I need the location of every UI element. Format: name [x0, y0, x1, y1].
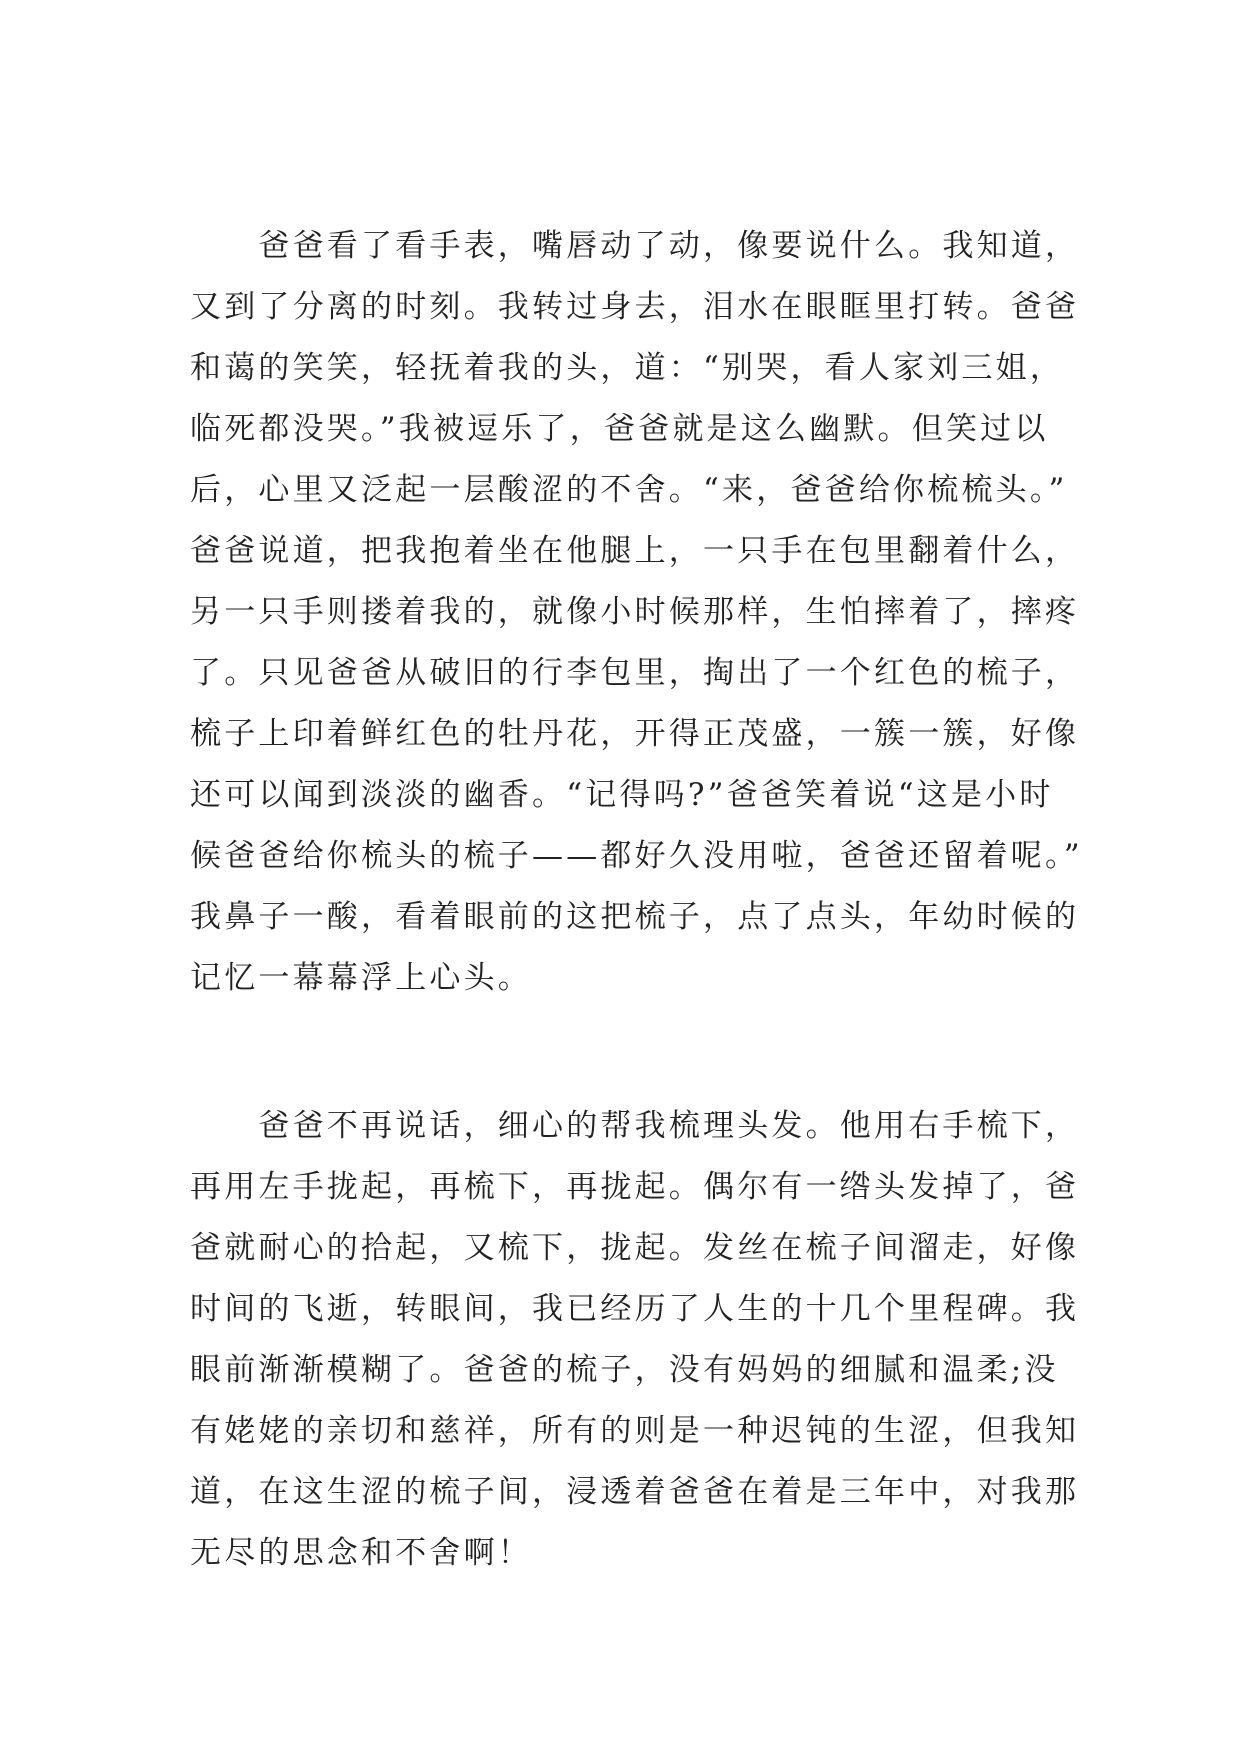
- text-line: 记忆一幕幕浮上心头。: [190, 960, 532, 996]
- paragraph-2: [190, 1096, 1090, 1584]
- text-line: 临死都没哭。”我被逗乐了，爸爸就是这么幽默。但笑过以: [190, 411, 1049, 447]
- text-line: 和蔼的笑笑，轻抚着我的头，道：“别哭，看人家刘三姐，: [190, 350, 1065, 386]
- text-line: 爸就耐心的拾起，又梳下，拢起。发丝在梳子间溜走，好像: [190, 1230, 1080, 1266]
- text-line: 眼前渐渐模糊了。爸爸的梳子，没有妈妈的细腻和温柔;没: [190, 1352, 1059, 1388]
- text-line: 另一只手则搂着我的，就像小时候那样，生怕摔着了，摔疼: [190, 594, 1080, 630]
- paragraph-1: [190, 216, 1090, 1009]
- text-line: 爸爸看了看手表，嘴唇动了动，像要说什么。我知道，: [190, 228, 1080, 264]
- text-line: 有姥姥的亲切和慈祥，所有的则是一种迟钝的生涩，但我知: [190, 1413, 1080, 1449]
- text-line: 爸爸说道，把我抱着坐在他腿上，一只手在包里翻着什么，: [190, 533, 1080, 569]
- text-line: 我鼻子一酸，看着眼前的这把梳子，点了点头，年幼时候的: [190, 899, 1080, 935]
- text-line: 了。只见爸爸从破旧的行李包里，掏出了一个红色的梳子，: [190, 655, 1080, 691]
- text-line: 再用左手拢起，再梳下，再拢起。偶尔有一绺头发掉了，爸: [190, 1169, 1080, 1205]
- text-line: 候爸爸给你梳头的梳子——都好久没用啦，爸爸还留着呢。”: [190, 838, 1083, 874]
- text-line: 无尽的思念和不舍啊！: [190, 1535, 532, 1571]
- text-line: 梳子上印着鲜红色的牡丹花，开得正茂盛，一簇一簇，好像: [190, 716, 1080, 752]
- text-line: 爸爸不再说话，细心的帮我梳理头发。他用右手梳下，: [190, 1108, 1080, 1144]
- text-line: 后，心里又泛起一层酸涩的不舍。“来，爸爸给你梳梳头。”: [190, 472, 1068, 508]
- text-line: 时间的飞逝，转眼间，我已经历了人生的十几个里程碑。我: [190, 1291, 1080, 1327]
- text-line: 道，在这生涩的梳子间，浸透着爸爸在着是三年中，对我那: [190, 1474, 1080, 1510]
- text-line: 还可以闻到淡淡的幽香。“记得吗?”爸爸笑着说“这是小时: [190, 777, 1054, 813]
- text-line: 又到了分离的时刻。我转过身去，泪水在眼眶里打转。爸爸: [190, 289, 1080, 325]
